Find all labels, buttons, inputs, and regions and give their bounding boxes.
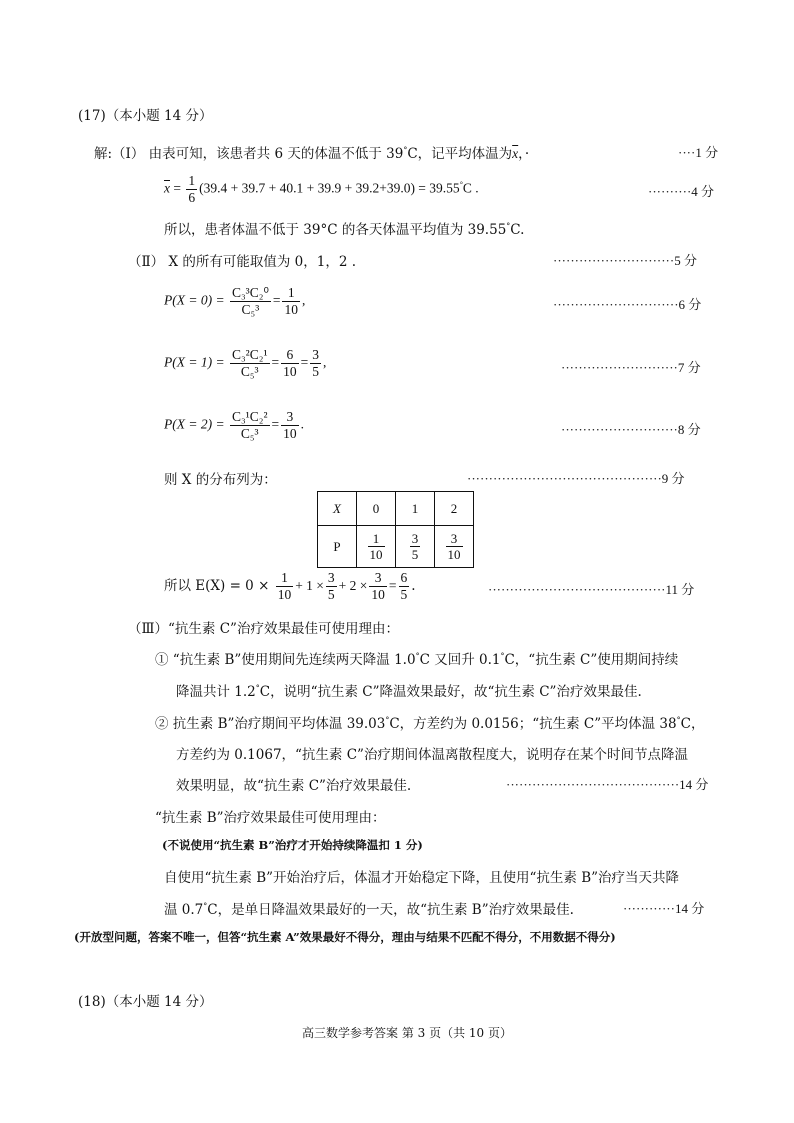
score-1: ····1 分 bbox=[678, 145, 719, 160]
page-footer: 高三数学参考答案 第 3 页（共 10 页） bbox=[302, 1026, 512, 1040]
p1-formula: P(X = 1) = $\frac{\text{C₃²C₂¹}}{\text{C₅³}}$ = $\frac{6}{10}$ = $\frac{3}{5}$ , bbox=[164, 347, 327, 379]
p1-end: , bbox=[323, 354, 327, 370]
table-header-cell: X bbox=[318, 492, 357, 526]
p1-frac bbox=[230, 347, 270, 380]
p2-den: C₅³ bbox=[240, 426, 259, 441]
b-line1: 自使用“抗生素 B”开始治疗后，体温才开始稳定下降，且使用“抗生素 B”治疗当天共降 bbox=[164, 870, 680, 886]
reason2-line3: 效果明显，故“抗生素 C”治疗效果最佳. bbox=[176, 778, 412, 794]
ex-frac-c bbox=[369, 570, 387, 603]
ex-c-num: 3 bbox=[369, 570, 387, 587]
ex-b-num: 3 bbox=[327, 570, 335, 585]
q17-header: (17)（本小题 14 分） bbox=[78, 108, 213, 124]
reason2-line2: 方差约为 0.1067，“抗生素 C”治疗期间体温离散程度大，说明存在某个时间节点降温 bbox=[176, 747, 688, 763]
table-cell bbox=[396, 526, 435, 568]
prob-num: 3 bbox=[446, 531, 463, 547]
distribution-table bbox=[317, 491, 474, 568]
mean-var: $\overline{x}$ bbox=[512, 146, 519, 161]
p0-eq: = bbox=[272, 292, 281, 308]
q18-header: (18)（本小题 14 分） bbox=[78, 994, 213, 1010]
ex-result bbox=[399, 570, 410, 603]
p1-result bbox=[310, 347, 321, 380]
reason1-b: C 又回升 0.1 bbox=[419, 652, 501, 668]
reason2-b: C，方差约为 0.0156；“抗生素 C”平均体温 38 bbox=[389, 716, 677, 732]
table-header-cell: 0 bbox=[357, 492, 396, 526]
b-intro: “抗生素 B”治疗效果最佳可使用理由： bbox=[155, 810, 386, 826]
prob-num: 3 bbox=[411, 530, 419, 546]
part1-line1-unit: C，记平均体温为 bbox=[407, 146, 513, 162]
reason1-a: ① “抗生素 B”使用期间先连续两天降温 1.0 bbox=[155, 652, 416, 668]
ex-a-num: 1 bbox=[276, 570, 294, 587]
p1-mid-num: 6 bbox=[281, 347, 299, 364]
mean-fraction bbox=[186, 173, 197, 206]
mean-unit: C . bbox=[462, 180, 479, 196]
p0-den: C₅³ bbox=[241, 302, 260, 317]
table-header-cell: 1 bbox=[396, 492, 435, 526]
ex-result-den: 5 bbox=[400, 587, 408, 602]
ex-frac-a bbox=[276, 570, 294, 603]
p1-den: C₅³ bbox=[240, 364, 259, 379]
part1-line1-text: 解:（Ⅰ） 由表可知，该患者共 6 天的体温不低于 39 bbox=[94, 146, 404, 162]
prob-den: 10 bbox=[369, 546, 383, 562]
table-header-cell: 2 bbox=[435, 492, 474, 526]
prob-den: 10 bbox=[447, 546, 461, 562]
score-5: ····························5 分 bbox=[553, 253, 697, 268]
reason1-line1: ① “抗生素 B”使用期间先连续两天降温 1.0°C 又回升 0.1°C，“抗生素 C”使用期间持续 bbox=[155, 651, 679, 668]
p0-num: C₃³C₂⁰ bbox=[231, 285, 269, 300]
p1-result-num: 3 bbox=[312, 347, 319, 362]
p1-lhs: P(X = 1) = bbox=[164, 354, 225, 370]
p0-formula bbox=[164, 285, 305, 318]
b-note: (不说使用“抗生素 B”治疗才开始持续降温扣 1 分) bbox=[162, 838, 423, 852]
score-14b: ············14 分 bbox=[623, 901, 705, 916]
expectation-formula bbox=[164, 570, 416, 603]
part2-intro: （Ⅱ） X 的所有可能取值为 0，1，2 . bbox=[128, 254, 357, 270]
p2-result bbox=[281, 409, 299, 442]
b-line2-b: C，是单日降温效果最好的一天，故“抗生素 B”治疗效果最佳. bbox=[207, 902, 574, 918]
p1-result-den: 5 bbox=[312, 364, 319, 379]
p0-end: , bbox=[301, 292, 306, 308]
reason1-line2: 降温共计 1.2°C，说明“抗生素 C”降温效果最好，故“抗生素 C”治疗效果最佳. bbox=[176, 683, 642, 700]
ex-a-den: 10 bbox=[277, 587, 292, 602]
part1-conclusion: 所以，患者体温不低于 39°C 的各天体温平均值为 39.55°C. bbox=[164, 221, 525, 238]
p2-result-den: 10 bbox=[283, 426, 297, 441]
ex-frac-b bbox=[326, 570, 337, 603]
part1-conclusion-text: 所以，患者体温不低于 39°C 的各天体温平均值为 39.55 bbox=[164, 222, 507, 238]
p1-mid-den: 10 bbox=[283, 364, 297, 379]
mean-frac-den: 6 bbox=[188, 190, 196, 205]
reason2-c: C， bbox=[680, 716, 705, 732]
b-line2: 温 0.7°C，是单日降温效果最好的一天，故“抗生素 B”治疗效果最佳. bbox=[164, 901, 574, 918]
p0-result-den: 10 bbox=[284, 302, 298, 317]
score-9: ·············································9 分 bbox=[467, 471, 685, 486]
p2-result-num: 3 bbox=[281, 409, 299, 426]
p0-lhs: P(X = 0) = bbox=[164, 292, 225, 308]
open-note: (开放型问题，答案不唯一，但答“抗生素 A”效果最好不得分，理由与结果不匹配不得分，不用数据不得分) bbox=[74, 930, 616, 944]
ex-c-den: 10 bbox=[371, 587, 385, 602]
p1-num: C₃²C₂¹ bbox=[231, 347, 268, 362]
b-line2-a: 温 0.7 bbox=[164, 902, 204, 918]
mean-lhs: $\overline{x}$ bbox=[164, 180, 170, 196]
p0-frac bbox=[230, 285, 271, 318]
score-4: ··········4 分 bbox=[648, 184, 715, 199]
table-row bbox=[318, 492, 474, 526]
part1-line1: 解:（Ⅰ） 由表可知，该患者共 6 天的体温不低于 39°C，记平均体温为$\overline{x}$，· bbox=[94, 145, 530, 162]
p2-end: . bbox=[300, 416, 304, 432]
score-8: ···························8 分 bbox=[561, 422, 701, 437]
ex-plus2: + 2 × bbox=[338, 578, 368, 593]
p1-mid bbox=[281, 347, 299, 380]
reason2-line1: ② 抗生素 B”治疗期间平均体温 39.03°C，方差约为 0.0156；“抗生素 C”平均体温 38°C， bbox=[155, 715, 705, 732]
ex-result-num: 6 bbox=[400, 570, 408, 585]
ex-b-den: 5 bbox=[327, 587, 335, 602]
reason1-d: 降温共计 1.2 bbox=[176, 684, 256, 700]
part3-intro: （Ⅲ）“抗生素 C”治疗效果最佳可使用理由： bbox=[128, 621, 399, 637]
mean-expr: (39.4 + 39.7 + 40.1 + 39.9 + 39.2+39.0) = 39.55 bbox=[199, 180, 460, 196]
mean-formula: $\overline{x}$ = $\frac{1}{6}$ (39.4 + 39.7 + 40.1 + 39.9 + 39.2+39.0) = 39.55°C . bbox=[164, 173, 479, 205]
reason1-c: C，“抗生素 C”使用期间持续 bbox=[504, 652, 679, 668]
ex-plus1: + 1 × bbox=[295, 578, 324, 593]
ex-prefix: 所以 E(X) = 0 × bbox=[164, 578, 270, 594]
table-cell bbox=[357, 526, 396, 568]
score-6: ·····························6 分 bbox=[553, 297, 702, 312]
p0-result-num: 1 bbox=[282, 285, 300, 302]
mean-frac-num: 1 bbox=[188, 173, 196, 188]
p2-formula: P(X = 2) = $\frac{\text{C₃¹C₂²}}{\text{C₅³}}$ = $\frac{3}{10}$ . bbox=[164, 409, 304, 441]
score-14a: ········································14 分 bbox=[506, 777, 709, 792]
part1-line1-end: ，· bbox=[518, 146, 530, 162]
ex-eq: = bbox=[388, 578, 397, 593]
dist-intro: 则 X 的分布列为： bbox=[164, 472, 277, 488]
prob-num: 1 bbox=[368, 531, 385, 547]
p2-frac bbox=[230, 409, 270, 442]
p2-num: C₃¹C₂² bbox=[231, 409, 268, 424]
p0-result bbox=[282, 285, 300, 318]
score-11: ·········································11 分 bbox=[488, 582, 695, 597]
table-row bbox=[318, 526, 474, 568]
reason1-e: C，说明“抗生素 C”降温效果最好，故“抗生素 C”治疗效果最佳. bbox=[259, 684, 642, 700]
part1-conclusion-unit: C. bbox=[510, 222, 525, 238]
prob-den: 5 bbox=[411, 546, 419, 562]
table-cell: P bbox=[318, 526, 357, 568]
reason2-a: ② 抗生素 B”治疗期间平均体温 39.03 bbox=[155, 716, 386, 732]
table-cell bbox=[435, 526, 474, 568]
score-7: ···························7 分 bbox=[561, 360, 701, 375]
p2-lhs: P(X = 2) = bbox=[164, 416, 225, 432]
ex-end: . bbox=[411, 578, 416, 594]
